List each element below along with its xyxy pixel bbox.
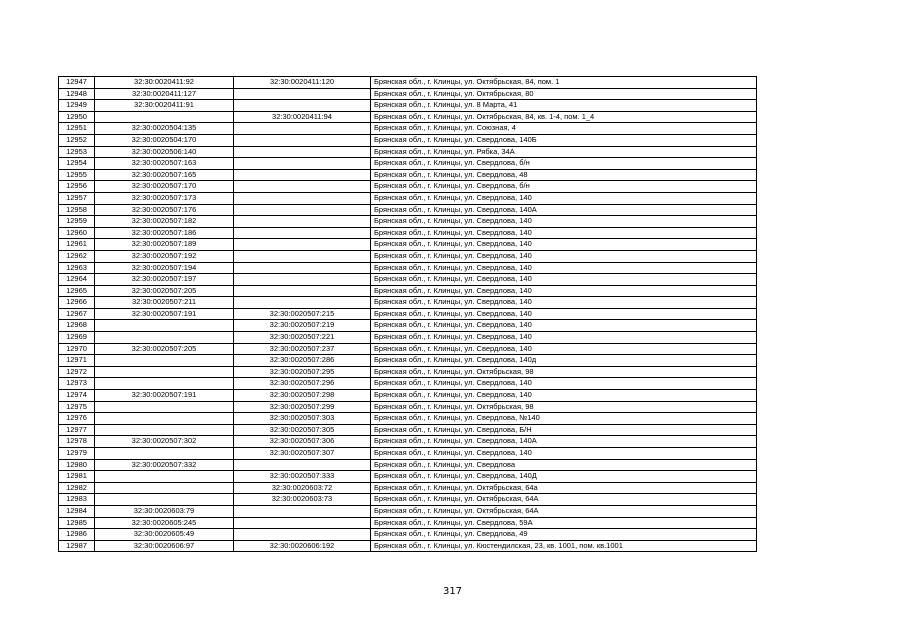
cadastral-number-cell — [95, 355, 234, 367]
cadastral-number-cell: 32:30:0020507:205 — [95, 343, 234, 355]
table-row — [59, 540, 757, 552]
address-cell: Брянская обл., г. Клинцы, ул. Свердлова, 140 — [371, 262, 757, 274]
cadastral-number-cell — [95, 471, 234, 483]
related-cadastral-number-cell — [234, 123, 371, 135]
related-cadastral-number-cell — [234, 274, 371, 286]
row-number-cell: 12977 — [59, 424, 95, 436]
related-cadastral-number-cell — [234, 297, 371, 309]
table-row — [59, 436, 757, 448]
cadastral-number-cell: 32:30:0020504:170 — [95, 134, 234, 146]
table-row — [59, 285, 757, 297]
row-number-cell: 12968 — [59, 320, 95, 332]
row-number-cell: 12953 — [59, 146, 95, 158]
table-row — [59, 448, 757, 460]
address-cell: Брянская обл., г. Клинцы, ул. Рябка, 34А — [371, 146, 757, 158]
row-number-cell: 12971 — [59, 355, 95, 367]
address-cell: Брянская обл., г. Клинцы, ул. Свердлова, 140 — [371, 216, 757, 228]
cadastral-number-cell: 32:30:0020504:135 — [95, 123, 234, 135]
cadastral-number-cell — [95, 482, 234, 494]
row-number-cell: 12973 — [59, 378, 95, 390]
cadastral-number-cell: 32:30:0020606:97 — [95, 540, 234, 552]
row-number-cell: 12952 — [59, 134, 95, 146]
address-cell: Брянская обл., г. Клинцы, ул. Свердлова, 140А — [371, 204, 757, 216]
table-row — [59, 77, 757, 89]
table-row — [59, 134, 757, 146]
table-row — [59, 262, 757, 274]
table-row — [59, 332, 757, 344]
row-number-cell: 12956 — [59, 181, 95, 193]
related-cadastral-number-cell — [234, 146, 371, 158]
row-number-cell: 12982 — [59, 482, 95, 494]
address-cell: Брянская обл., г. Клинцы, ул. Свердлова, 140 — [371, 239, 757, 251]
address-cell: Брянская обл., г. Клинцы, ул. Октябрьская, 84, пом. 1 — [371, 77, 757, 89]
cadastral-number-cell: 32:30:0020507:191 — [95, 308, 234, 320]
row-number-cell: 12984 — [59, 505, 95, 517]
row-number-cell: 12961 — [59, 239, 95, 251]
row-number-cell: 12958 — [59, 204, 95, 216]
address-cell: Брянская обл., г. Клинцы, ул. Свердлова, 140Б — [371, 134, 757, 146]
cadastral-number-cell: 32:30:0020507:165 — [95, 169, 234, 181]
table-row — [59, 123, 757, 135]
table-row — [59, 158, 757, 170]
related-cadastral-number-cell — [234, 250, 371, 262]
related-cadastral-number-cell: 32:30:0020507:286 — [234, 355, 371, 367]
address-cell: Брянская обл., г. Клинцы, ул. Свердлова, 140 — [371, 192, 757, 204]
row-number-cell: 12975 — [59, 401, 95, 413]
row-number-cell: 12983 — [59, 494, 95, 506]
related-cadastral-number-cell: 32:30:0020507:306 — [234, 436, 371, 448]
cadastral-number-cell: 32:30:0020507:194 — [95, 262, 234, 274]
table-row — [59, 297, 757, 309]
cadastral-number-cell: 32:30:0020507:211 — [95, 297, 234, 309]
address-cell: Брянская обл., г. Клинцы, ул. Свердлова, 59А — [371, 517, 757, 529]
related-cadastral-number-cell — [234, 216, 371, 228]
related-cadastral-number-cell: 32:30:0020507:298 — [234, 390, 371, 402]
address-cell: Брянская обл., г. Клинцы, ул. Свердлова, №140 — [371, 413, 757, 425]
cadastral-number-cell — [95, 494, 234, 506]
related-cadastral-number-cell: 32:30:0020507:307 — [234, 448, 371, 460]
address-cell: Брянская обл., г. Клинцы, ул. Октябрьская, 64А — [371, 505, 757, 517]
related-cadastral-number-cell: 32:30:0020507:333 — [234, 471, 371, 483]
cadastral-number-cell: 32:30:0020507:197 — [95, 274, 234, 286]
table-row — [59, 239, 757, 251]
related-cadastral-number-cell — [234, 285, 371, 297]
cadastral-number-cell — [95, 111, 234, 123]
address-cell: Брянская обл., г. Клинцы, ул. Свердлова, б/н — [371, 181, 757, 193]
related-cadastral-number-cell — [234, 227, 371, 239]
row-number-cell: 12981 — [59, 471, 95, 483]
cadastral-number-cell — [95, 366, 234, 378]
table-row — [59, 343, 757, 355]
row-number-cell: 12948 — [59, 88, 95, 100]
address-cell: Брянская обл., г. Клинцы, ул. Октябрьская, 98 — [371, 366, 757, 378]
cadastral-number-cell: 32:30:0020507:176 — [95, 204, 234, 216]
related-cadastral-number-cell: 32:30:0020507:303 — [234, 413, 371, 425]
table-row — [59, 181, 757, 193]
row-number-cell: 12951 — [59, 123, 95, 135]
row-number-cell: 12954 — [59, 158, 95, 170]
table-row — [59, 216, 757, 228]
cadastral-number-cell — [95, 413, 234, 425]
row-number-cell: 12969 — [59, 332, 95, 344]
address-cell: Брянская обл., г. Клинцы, ул. Свердлова, 140Д — [371, 471, 757, 483]
related-cadastral-number-cell: 32:30:0020507:237 — [234, 343, 371, 355]
address-cell: Брянская обл., г. Клинцы, ул. Октябрьская, 64А — [371, 494, 757, 506]
table-row — [59, 111, 757, 123]
table-row — [59, 227, 757, 239]
related-cadastral-number-cell: 32:30:0020603:72 — [234, 482, 371, 494]
table-row — [59, 413, 757, 425]
table-row — [59, 494, 757, 506]
table-row — [59, 169, 757, 181]
table-row — [59, 390, 757, 402]
row-number-cell: 12947 — [59, 77, 95, 89]
related-cadastral-number-cell: 32:30:0020411:94 — [234, 111, 371, 123]
row-number-cell: 12962 — [59, 250, 95, 262]
address-cell: Брянская обл., г. Клинцы, ул. Октябрьская, 80 — [371, 88, 757, 100]
table-row — [59, 459, 757, 471]
row-number-cell: 12987 — [59, 540, 95, 552]
related-cadastral-number-cell: 32:30:0020603:73 — [234, 494, 371, 506]
address-cell: Брянская обл., г. Клинцы, ул. Свердлова, 140 — [371, 250, 757, 262]
table-row — [59, 355, 757, 367]
address-cell: Брянская обл., г. Клинцы, ул. Свердлова — [371, 459, 757, 471]
cadastral-number-cell: 32:30:0020507:189 — [95, 239, 234, 251]
row-number-cell: 12972 — [59, 366, 95, 378]
cadastral-number-cell — [95, 448, 234, 460]
address-cell: Брянская обл., г. Клинцы, ул. Свердлова, 49 — [371, 529, 757, 541]
cadastral-number-cell: 32:30:0020507:205 — [95, 285, 234, 297]
cadastral-number-cell: 32:30:0020507:163 — [95, 158, 234, 170]
row-number-cell: 12964 — [59, 274, 95, 286]
address-cell: Брянская обл., г. Клинцы, ул. Свердлова, 140 — [371, 378, 757, 390]
cadastral-number-cell: 32:30:0020605:245 — [95, 517, 234, 529]
registry-table-body — [59, 77, 757, 552]
cadastral-number-cell — [95, 320, 234, 332]
cadastral-registry-table — [58, 76, 757, 552]
related-cadastral-number-cell — [234, 181, 371, 193]
row-number-cell: 12985 — [59, 517, 95, 529]
related-cadastral-number-cell — [234, 529, 371, 541]
related-cadastral-number-cell — [234, 134, 371, 146]
address-cell: Брянская обл., г. Клинцы, ул. Свердлова, 140 — [371, 332, 757, 344]
address-cell: Брянская обл., г. Клинцы, ул. Свердлова, 140 — [371, 274, 757, 286]
address-cell: Брянская обл., г. Клинцы, ул. Союзная, 4 — [371, 123, 757, 135]
address-cell: Брянская обл., г. Клинцы, ул. Свердлова, 140д — [371, 355, 757, 367]
table-row — [59, 366, 757, 378]
related-cadastral-number-cell — [234, 239, 371, 251]
table-row — [59, 482, 757, 494]
address-cell: Брянская обл., г. Клинцы, ул. Свердлова, 140 — [371, 448, 757, 460]
address-cell: Брянская обл., г. Клинцы, ул. Октябрьская, 98 — [371, 401, 757, 413]
table-row — [59, 529, 757, 541]
table-row — [59, 204, 757, 216]
related-cadastral-number-cell — [234, 88, 371, 100]
related-cadastral-number-cell — [234, 192, 371, 204]
row-number-cell: 12986 — [59, 529, 95, 541]
cadastral-number-cell: 32:30:0020506:140 — [95, 146, 234, 158]
cadastral-number-cell — [95, 378, 234, 390]
related-cadastral-number-cell — [234, 505, 371, 517]
address-cell: Брянская обл., г. Клинцы, ул. Кюстендилская, 23, кв. 1001, пом. кв.1001 — [371, 540, 757, 552]
row-number-cell: 12979 — [59, 448, 95, 460]
cadastral-number-cell: 32:30:0020507:170 — [95, 181, 234, 193]
cadastral-number-cell: 32:30:0020411:91 — [95, 100, 234, 112]
address-cell: Брянская обл., г. Клинцы, ул. Октябрьская, 64а — [371, 482, 757, 494]
related-cadastral-number-cell — [234, 459, 371, 471]
row-number-cell: 12980 — [59, 459, 95, 471]
cadastral-number-cell: 32:30:0020507:186 — [95, 227, 234, 239]
row-number-cell: 12949 — [59, 100, 95, 112]
address-cell: Брянская обл., г. Клинцы, ул. Свердлова, 140 — [371, 297, 757, 309]
table-row — [59, 308, 757, 320]
table-row — [59, 274, 757, 286]
row-number-cell: 12950 — [59, 111, 95, 123]
row-number-cell: 12965 — [59, 285, 95, 297]
row-number-cell: 12959 — [59, 216, 95, 228]
page-number: 317 — [442, 586, 463, 597]
related-cadastral-number-cell — [234, 169, 371, 181]
related-cadastral-number-cell: 32:30:0020507:299 — [234, 401, 371, 413]
table-row — [59, 88, 757, 100]
related-cadastral-number-cell — [234, 517, 371, 529]
cadastral-number-cell: 32:30:0020603:79 — [95, 505, 234, 517]
address-cell: Брянская обл., г. Клинцы, ул. Свердлова, 140А — [371, 436, 757, 448]
cadastral-number-cell: 32:30:0020411:92 — [95, 77, 234, 89]
table-row — [59, 424, 757, 436]
related-cadastral-number-cell: 32:30:0020411:120 — [234, 77, 371, 89]
address-cell: Брянская обл., г. Клинцы, ул. Свердлова, Б/Н — [371, 424, 757, 436]
table-row — [59, 320, 757, 332]
cadastral-number-cell — [95, 424, 234, 436]
related-cadastral-number-cell — [234, 100, 371, 112]
cadastral-number-cell: 32:30:0020605:49 — [95, 529, 234, 541]
table-row — [59, 401, 757, 413]
related-cadastral-number-cell — [234, 204, 371, 216]
table-row — [59, 146, 757, 158]
cadastral-number-cell — [95, 401, 234, 413]
address-cell: Брянская обл., г. Клинцы, ул. Свердлова, 140 — [371, 308, 757, 320]
row-number-cell: 12970 — [59, 343, 95, 355]
related-cadastral-number-cell: 32:30:0020507:221 — [234, 332, 371, 344]
cadastral-number-cell: 32:30:0020507:192 — [95, 250, 234, 262]
address-cell: Брянская обл., г. Клинцы, ул. Свердлова, 140 — [371, 343, 757, 355]
row-number-cell: 12966 — [59, 297, 95, 309]
cadastral-number-cell: 32:30:0020507:332 — [95, 459, 234, 471]
address-cell: Брянская обл., г. Клинцы, ул. Свердлова, 48 — [371, 169, 757, 181]
table-row — [59, 100, 757, 112]
address-cell: Брянская обл., г. Клинцы, ул. Свердлова, 140 — [371, 285, 757, 297]
cadastral-number-cell: 32:30:0020507:302 — [95, 436, 234, 448]
cadastral-number-cell: 32:30:0020507:173 — [95, 192, 234, 204]
related-cadastral-number-cell — [234, 158, 371, 170]
row-number-cell: 12963 — [59, 262, 95, 274]
cadastral-number-cell: 32:30:0020507:182 — [95, 216, 234, 228]
related-cadastral-number-cell: 32:30:0020507:296 — [234, 378, 371, 390]
address-cell: Брянская обл., г. Клинцы, ул. 8 Марта, 41 — [371, 100, 757, 112]
cadastral-number-cell — [95, 332, 234, 344]
related-cadastral-number-cell: 32:30:0020507:215 — [234, 308, 371, 320]
row-number-cell: 12955 — [59, 169, 95, 181]
row-number-cell: 12978 — [59, 436, 95, 448]
table-row — [59, 505, 757, 517]
row-number-cell: 12957 — [59, 192, 95, 204]
cadastral-number-cell: 32:30:0020507:191 — [95, 390, 234, 402]
table-row — [59, 250, 757, 262]
related-cadastral-number-cell — [234, 262, 371, 274]
table-row — [59, 471, 757, 483]
address-cell: Брянская обл., г. Клинцы, ул. Октябрьская, 84, кв. 1-4, пом. 1_4 — [371, 111, 757, 123]
row-number-cell: 12960 — [59, 227, 95, 239]
row-number-cell: 12976 — [59, 413, 95, 425]
table-row — [59, 517, 757, 529]
related-cadastral-number-cell: 32:30:0020507:219 — [234, 320, 371, 332]
cadastral-number-cell: 32:30:0020411:127 — [95, 88, 234, 100]
address-cell: Брянская обл., г. Клинцы, ул. Свердлова, 140 — [371, 227, 757, 239]
related-cadastral-number-cell: 32:30:0020507:305 — [234, 424, 371, 436]
table-row — [59, 378, 757, 390]
address-cell: Брянская обл., г. Клинцы, ул. Свердлова, б/н — [371, 158, 757, 170]
table-row — [59, 192, 757, 204]
related-cadastral-number-cell: 32:30:0020606:192 — [234, 540, 371, 552]
address-cell: Брянская обл., г. Клинцы, ул. Свердлова, 140 — [371, 390, 757, 402]
row-number-cell: 12967 — [59, 308, 95, 320]
address-cell: Брянская обл., г. Клинцы, ул. Свердлова, 140 — [371, 320, 757, 332]
row-number-cell: 12974 — [59, 390, 95, 402]
related-cadastral-number-cell: 32:30:0020507:295 — [234, 366, 371, 378]
